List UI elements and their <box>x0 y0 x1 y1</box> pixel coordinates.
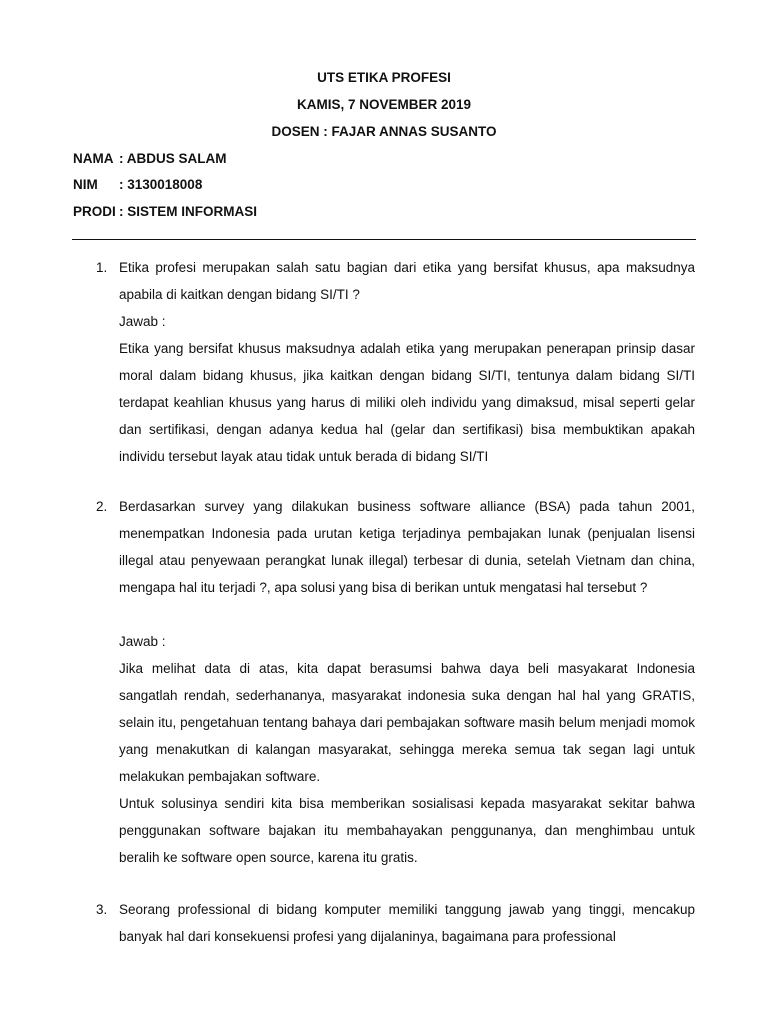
student-prodi-row <box>73 204 257 220</box>
question-3-text: Seorang professional di bidang komputer memiliki tanggung jawab yang tinggi, mencakup banyak hal dari konsekuensi profesi yang dijalaninya, bagaimana para professional <box>119 902 695 944</box>
question-2-text: Berdasarkan survey yang dilakukan business software alliance (BSA) pada tahun 2001, menempatkan Indonesia pada urutan ketiga terjadinya pembajakan lunak (penjualan lisensi illegal atau penyewaan perangkat lunak illegal) terbesar di dunia, setelah Vietnam dan china, mengapa hal itu terjadi ?, apa solusi yang bisa di berikan untuk mengatasi hal tersebut ? <box>119 499 695 595</box>
question-2-answer-label: Jawab : <box>119 634 166 649</box>
lecturer-line: DOSEN : FAJAR ANNAS SUSANTO <box>271 124 497 139</box>
student-name-key: NAMA <box>73 151 114 166</box>
exam-title: UTS ETIKA PROFESI <box>317 70 451 85</box>
question-1-answer: Etika yang bersifat khusus maksudnya adalah etika yang merupakan penerapan prinsip dasar moral dalam bidang khusus, jika kaitkan dengan bidang SI/TI, tentunya dalam bidang SI/TI terdapat keahlian khusus yang harus di miliki oleh individu yang dimaksud, misal seperti gelar dan sertifikasi, dengan adanya kedua hal (gelar dan sertifikasi) bisa membuktikan apakah individu tersebut layak atau tidak untuk berada di bidang SI/TI <box>119 341 695 464</box>
student-name-value: : ABDUS SALAM <box>119 151 227 166</box>
question-3-number: 3. <box>96 902 108 917</box>
header-divider <box>72 239 696 240</box>
student-prodi-key: PRODI <box>73 204 116 219</box>
student-nim-value: : 3130018008 <box>119 177 203 192</box>
student-nim-row <box>73 177 202 193</box>
question-2-answer-part-1: Jika melihat data di atas, kita dapat berasumsi bahwa daya beli masyakarat Indonesia sangatlah rendah, sederhananya, masyarakat indonesia suka dengan hal hal yang GRATIS, selain itu, pengetahuan tentang bahaya dari pembajakan software masih belum menjadi momok yang menakutkan di kalangan masyarakat, sehingga mereka semua tak segan lagi untuk melakukan pembajakan software. <box>119 661 695 784</box>
question-1-number: 1. <box>96 260 108 275</box>
question-2-answer-part-2: Untuk solusinya sendiri kita bisa memberikan sosialisasi kepada masyarakat sekitar bahwa penggunakan software bajakan itu membahayakan penggunanya, dan menghimbau untuk beralih ke software open source, karena itu gratis. <box>119 796 695 865</box>
question-1-answer-label: Jawab : <box>119 314 166 329</box>
exam-date: KAMIS, 7 NOVEMBER 2019 <box>296 97 472 112</box>
student-nim-key: NIM <box>73 177 98 192</box>
question-1-text: Etika profesi merupakan salah satu bagian dari etika yang bersifat khusus, apa maksudnya apabila di kaitkan dengan bidang SI/TI ? <box>119 260 695 302</box>
student-prodi-value: : SISTEM INFORMASI <box>119 204 257 219</box>
student-name-row <box>73 151 227 167</box>
question-2-number: 2. <box>96 499 108 514</box>
